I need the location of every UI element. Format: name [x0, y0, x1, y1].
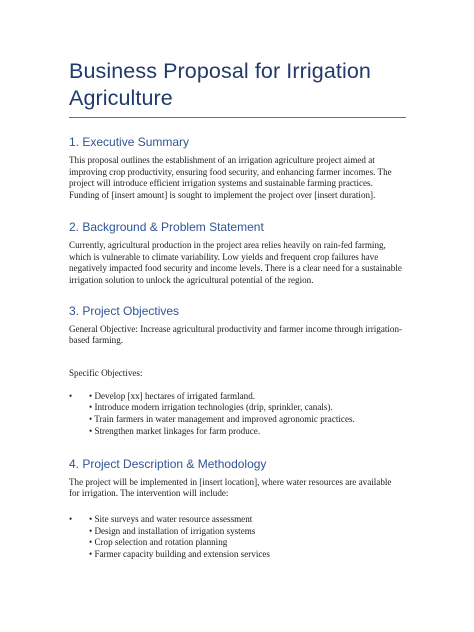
paragraph-line: project will introduce efficient irrigation systems and sustainable farming practices. [69, 178, 373, 189]
paragraph-line: This proposal outlines the establishment of an irrigation agriculture project aimed at [69, 155, 375, 165]
paragraph-line: Currently, agricultural production in the project area relies heavily on rain-fed farming, [69, 239, 386, 250]
bullet-dot: • [69, 513, 73, 524]
list-item: • Strengthen market linkages for farm produce. [89, 425, 261, 436]
paragraph-line: Funding of [insert amount] is sought to implement the project over [insert duration]. [69, 190, 376, 201]
methodology-bullet-list [69, 514, 406, 561]
bullet-dot: • [69, 390, 73, 401]
document-title-line-2: Agriculture [69, 86, 173, 110]
document-title-line-1: Business Proposal for Irrigation [69, 59, 371, 83]
section-background [69, 220, 406, 287]
section-executive-summary [69, 135, 406, 202]
list-item: • Introduce modern irrigation technologies (drip, sprinkler, canals). [89, 402, 333, 413]
paragraph-line: for irrigation. The intervention will include: [69, 488, 229, 499]
document-title [69, 58, 406, 112]
paragraph-line: which is vulnerable to climate variability. Low yields and frequent crop failures have [69, 251, 379, 262]
section-heading: 4. Project Description & Methodology [69, 456, 267, 471]
section-paragraph [69, 240, 406, 287]
paragraph-line: irrigation solution to unlock the agricultural potential of the region. [69, 274, 314, 285]
paragraph-line: The project will be implemented in [insert location], where water resources are available [69, 476, 392, 487]
section-project-objectives [69, 304, 406, 438]
list-item: • Train farmers in water management and improved agronomic practices. [89, 414, 355, 425]
section-heading: 1. Executive Summary [69, 135, 190, 149]
list-item: • Design and installation of irrigation systems [89, 525, 256, 536]
paragraph-line: improving crop productivity, ensuring food security, and enhancing farmer incomes. The [69, 166, 392, 177]
section-heading: 3. Project Objectives [69, 303, 180, 318]
section-paragraph [69, 155, 406, 202]
list-item: • Site surveys and water resource assessment [89, 513, 253, 524]
objectives-bullet-list [69, 391, 406, 438]
section-paragraph [69, 324, 406, 347]
title-underline [69, 117, 406, 118]
specific-objectives-label: Specific Objectives: [69, 368, 143, 379]
paragraph-line: General Objective: Increase agricultural productivity and farmer income through irrigation- [69, 323, 403, 334]
paragraph-line: negatively impacted food security and income levels. There is a clear need for a sustainable [69, 263, 402, 274]
section-heading: 2. Background & Problem Statement [69, 219, 264, 234]
list-item: • Farmer capacity building and extension services [89, 549, 270, 560]
list-item: • Develop [xx] hectares of irrigated farmland. [89, 390, 256, 401]
section-project-description [69, 457, 406, 561]
list-item: • Crop selection and rotation planning [89, 537, 228, 548]
paragraph-line: based farming. [69, 335, 124, 346]
section-paragraph [69, 477, 406, 500]
